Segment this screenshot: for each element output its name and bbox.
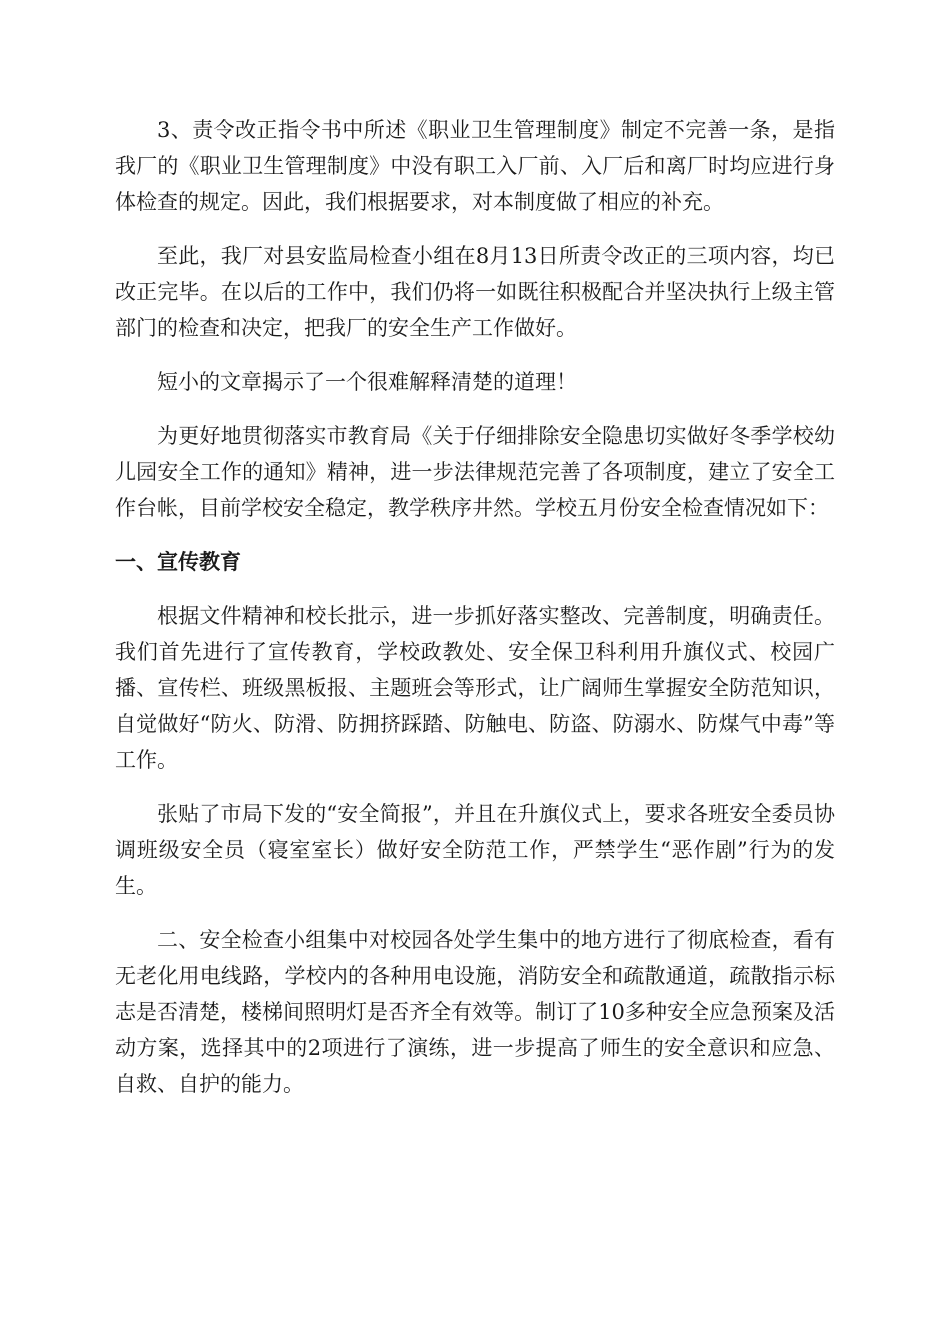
paragraph-safety-bulletin: 张贴了市局下发的“安全简报”，并且在升旗仪式上，要求各班安全委员协调班级安全员（寝室室长）做好安全防范工作，严禁学生“恶作剧”行为的发生。 <box>115 802 836 898</box>
paragraph-short-remark: 短小的文章揭示了一个很难解释清楚的道理！ <box>157 370 577 394</box>
document-body <box>115 112 835 1120</box>
paragraph-rectification-item-3: 3、责令改正指令书中所述《职业卫生管理制度》制定不完善一条，是指我厂的《职业卫生管理制度》中没有职工入厂前、入厂后和离厂时均应进行身体检查的规定。因此，我们根据要求，对本制度做了相应的补充。 <box>115 118 835 214</box>
paragraph-rectification-complete: 至此，我厂对县安监局检查小组在8月13日所责令改正的三项内容，均已改正完毕。在以后的工作中，我们仍将一如既往积极配合并坚决执行上级主管部门的检查和决定，把我厂的安全生产工作做好。 <box>115 244 835 340</box>
paragraph-safety-inspection: 二、安全检查小组集中对校园各处学生集中的地方进行了彻底检查，看有无老化用电线路，学校内的各种用电设施，消防安全和疏散通道，疏散指示标志是否清楚，楼梯间照明灯是否齐全有效等。制订了10多种安全应急预案及活动方案，选择其中的2项进行了演练，进一步提高了师生的安全意识和应急、自救、自护的能力。 <box>115 928 835 1096</box>
paragraph-school-intro: 为更好地贯彻落实市教育局《关于仔细排除安全隐患切实做好冬季学校幼儿园安全工作的通知》精神，进一步法律规范完善了各项制度，建立了安全工作台帐，目前学校安全稳定，教学秩序井然。学校五月份安全检查情况如下： <box>115 424 835 520</box>
section-heading-publicity-education: 一、宣传教育 <box>115 550 241 574</box>
paragraph-publicity-details: 根据文件精神和校长批示，进一步抓好落实整改、完善制度，明确责任。我们首先进行了宣传教育，学校政教处、安全保卫科利用升旗仪式、校园广播、宣传栏、班级黑板报、主题班会等形式，让广阔师生掌握安全防范知识，自觉做好“防火、防滑、防拥挤踩踏、防触电、防盗、防溺水、防煤气中毒”等工作。 <box>115 604 835 772</box>
